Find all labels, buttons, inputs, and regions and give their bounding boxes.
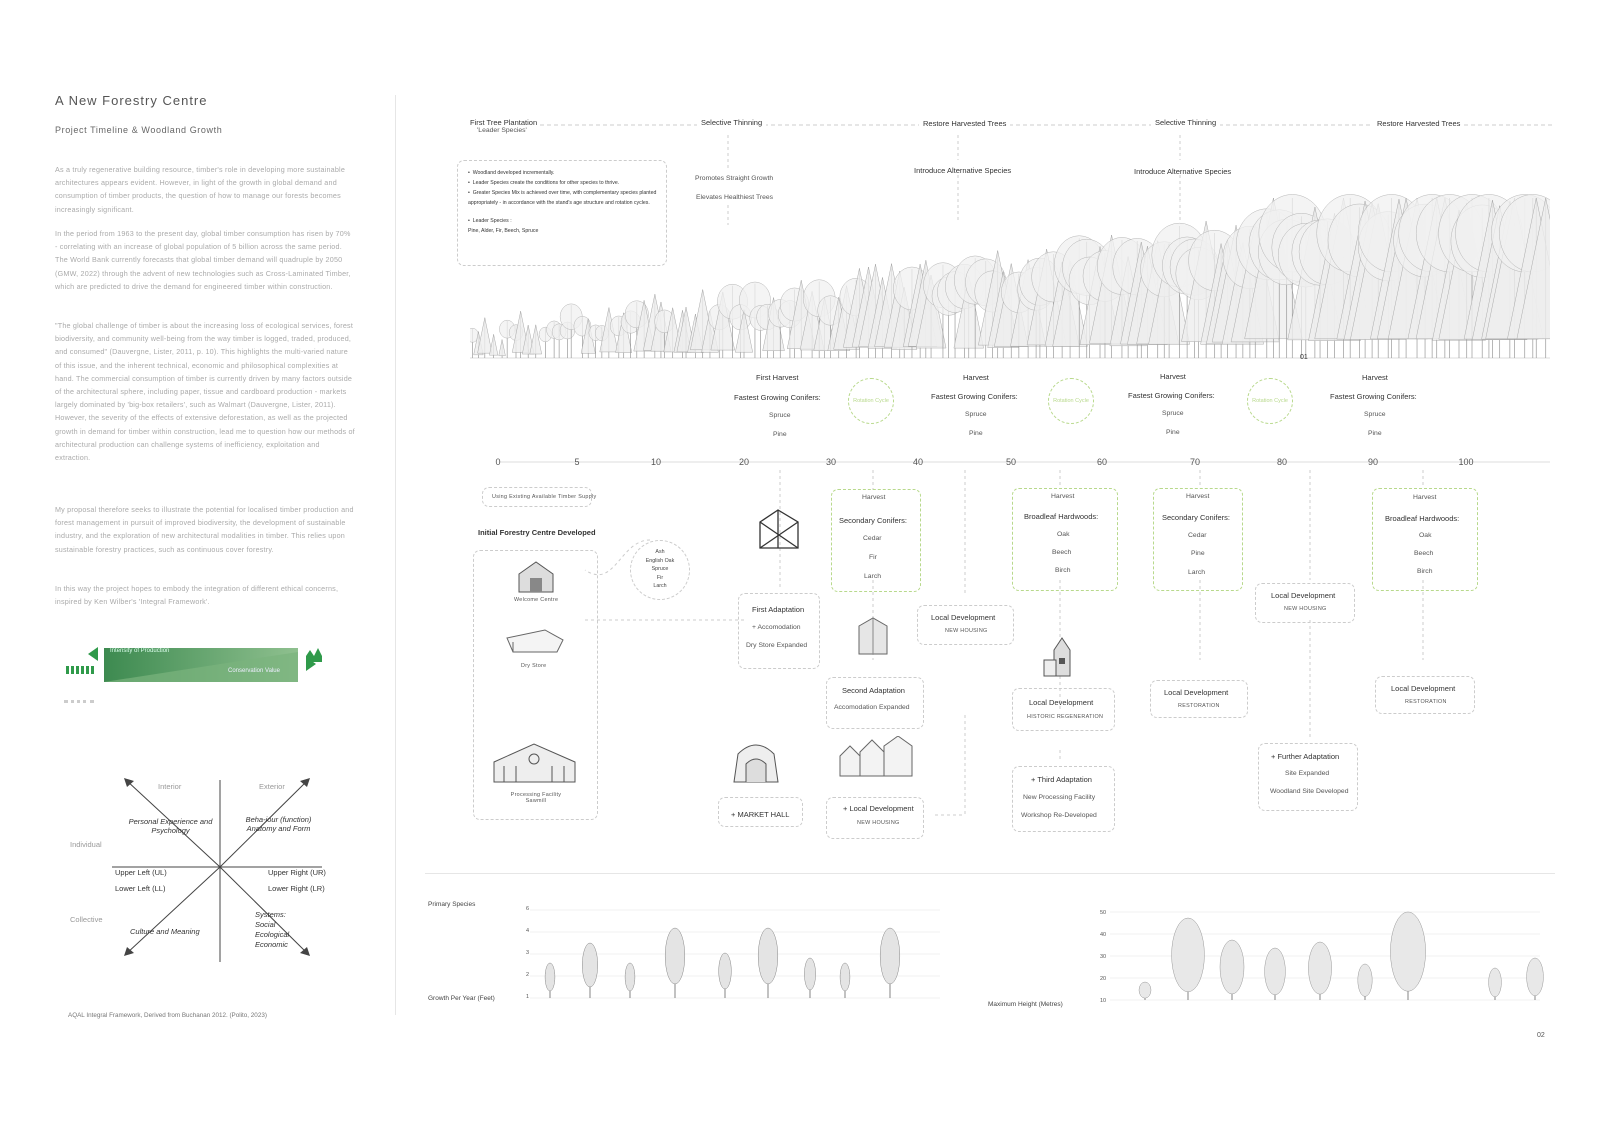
local-dev-40: Local Development — [931, 613, 996, 622]
h70-item-1: Cedar — [1188, 532, 1207, 539]
axis-tick: 70 — [1189, 457, 1200, 467]
species-growth-mark — [880, 928, 900, 998]
forest-illustration — [470, 190, 1550, 360]
quadrant-ur: Upper Right (UR) — [268, 868, 326, 877]
local-dev-80: Local Development — [1271, 591, 1336, 600]
third-adaptation-title: + Third Adaptation — [1031, 775, 1092, 784]
marker-01: 01 — [1300, 354, 1308, 361]
stage-5: Restore Harvested Trees — [1373, 119, 1464, 128]
local-dev-80-sub: NEW HOUSING — [1284, 606, 1327, 612]
harvest-3-b: Pine — [1166, 429, 1180, 436]
local-dev-55-box — [1012, 688, 1115, 731]
bar-label-bottom: Conservation Value — [228, 668, 280, 674]
second-adaptation-box — [826, 677, 924, 729]
chart-tick: 1 — [526, 994, 530, 1000]
plus-local-sub: NEW HOUSING — [857, 820, 900, 826]
harvest-3-sub: Fastest Growing Conifers: — [1128, 391, 1215, 400]
quadrant-ul: Upper Left (UL) — [115, 868, 167, 877]
species-growth-mark — [665, 928, 685, 998]
harvest-3-title: Harvest — [1160, 372, 1186, 381]
species-height-mark — [1527, 958, 1544, 1000]
species-height-mark — [1489, 968, 1502, 1000]
stage-2: Selective Thinning — [697, 118, 766, 127]
quadrant-individual: Individual — [70, 840, 102, 849]
harvest-2-a: Spruce — [965, 411, 987, 418]
harvest-2-sub: Fastest Growing Conifers: — [931, 392, 1018, 401]
primary-species-title: Primary Species — [428, 901, 476, 908]
local-dev-95-sub: RESTORATION — [1405, 699, 1447, 705]
harvest-2-b: Pine — [969, 430, 983, 437]
intensity-bar — [62, 646, 332, 696]
market-hall: + MARKET HALL — [731, 810, 790, 819]
housing-icon — [838, 736, 920, 778]
local-dev-55: Local Development — [1029, 698, 1094, 707]
quadrant-lr: Lower Right (LR) — [268, 884, 325, 893]
structure-frame-icon — [754, 508, 804, 552]
h95-sub: Broadleaf Hardwoods: — [1385, 514, 1460, 523]
note-bullet-4: • Leader Species : — [468, 218, 512, 224]
h55-title: Harvest — [1051, 493, 1075, 500]
thin-note-1: Promotes Straight Growth — [695, 175, 774, 182]
quadrant-interior: Interior — [158, 782, 182, 791]
species-height-mark — [1139, 982, 1151, 1000]
rotation-cycle-3: Rotation Cycle — [1247, 378, 1293, 424]
sawmill-icon — [492, 742, 577, 784]
building-welcome: Welcome Centre — [514, 597, 559, 603]
first-adaptation-title: First Adaptation — [752, 605, 805, 614]
h30-sub: Secondary Conifers: — [839, 516, 907, 525]
h30-item-2: Fir — [869, 554, 877, 561]
h70-item-2: Pine — [1191, 550, 1205, 557]
third-adaptation-b: Workshop Re-Developed — [1021, 812, 1097, 819]
legend-lines — [64, 700, 94, 703]
harvest-4-b: Pine — [1368, 430, 1382, 437]
tower-icon — [855, 616, 895, 656]
quadrant-ll: Lower Left (LL) — [115, 884, 166, 893]
rotation-cycle-2: Rotation Cycle — [1048, 378, 1094, 424]
introduce-2: Introduce Alternative Species — [1134, 167, 1232, 176]
chart-tick: 30 — [1100, 954, 1107, 960]
harvest-4-sub: Fastest Growing Conifers: — [1330, 392, 1417, 401]
axis-tick: 80 — [1276, 457, 1287, 467]
species-growth-mark — [758, 928, 778, 998]
axis-tick: 40 — [912, 457, 923, 467]
harvest-1-sub: Fastest Growing Conifers: — [734, 393, 821, 402]
tree — [499, 340, 506, 358]
paragraph-4: My proposal therefore seeks to illustrate the potential for localised timber production and forest management in pursuit of improved biodiversity, the development of sustainable industry, and the exploration of new architectural modalities in timber. This relies upon sustainable forestry practices, such as continuous cover forestry. — [55, 505, 354, 554]
dry-store-icon — [505, 628, 565, 654]
paragraph-2: In the period from 1963 to the present day, global timber consumption has risen by 70% - correlating with an increase of global population of 5 billion across the same period. The World Bank currently forecasts that global timber demand will quadruple by 2050 (GMW, 2022) through the advent of new technologies such as Cross-Laminated Timber, which are predicted to drive the demand for engineered timber within construction. — [55, 229, 351, 291]
paragraph-1: As a truly regenerative building resource, timber's role in developing more sustainable architectures appears evident. However, in light of the growth in global demand and consumption of timber products, the question of how to manage our forests becomes increasingly significant. — [55, 165, 346, 214]
axis-tick: 10 — [650, 457, 661, 467]
h55-item-1: Oak — [1057, 531, 1070, 538]
note-species: Pine, Alder, Fir, Beech, Spruce — [468, 228, 539, 234]
h30-item-3: Larch — [864, 573, 882, 580]
note-bullet-2: • Leader Species create the conditions for other species to thrive. — [468, 180, 620, 186]
first-adaptation-b: Dry Store Expanded — [746, 642, 808, 649]
plus-local: + Local Development — [843, 804, 914, 813]
stage-1-sub: 'Leader Species' — [477, 127, 527, 134]
h30-item-1: Cedar — [863, 535, 882, 542]
welcome-centre-icon — [516, 560, 556, 594]
note-bullet-3: • Greater Species Mix is achieved over time, with complementary species planted appropriately - in accordance with the stand's age structure and rotation cycles. — [468, 190, 657, 206]
h95-title: Harvest — [1413, 494, 1437, 501]
chart-tick: 40 — [1100, 932, 1107, 938]
axis-tick: 50 — [1005, 457, 1016, 467]
local-dev-70: Local Development — [1164, 688, 1229, 697]
h70-sub: Secondary Conifers: — [1162, 513, 1230, 522]
species-growth-mark — [719, 953, 732, 998]
page-title: A New Forestry Centre — [55, 93, 208, 108]
introduce-1: Introduce Alternative Species — [914, 166, 1012, 175]
harvest-55-box — [1012, 488, 1118, 591]
local-dev-95-box — [1375, 676, 1475, 714]
second-adaptation-title: Second Adaptation — [842, 686, 905, 695]
harvest-2-title: Harvest — [963, 373, 989, 382]
chart-tick: 10 — [1100, 998, 1107, 1004]
species-growth-mark — [804, 958, 815, 998]
axis-tick: 0 — [495, 457, 501, 467]
paragraph-5: In this way the project hopes to embody the integration of different ethical concerns, inspired by Ken Wilber's 'Integral Framework'. — [55, 584, 339, 607]
h95-item-2: Beech — [1414, 550, 1434, 557]
chart-divider — [425, 873, 1555, 874]
right-chart-ylabel: Maximum Height (Metres) — [988, 1001, 1063, 1008]
thin-note-2: Elevates Healthiest Trees — [696, 194, 774, 201]
local-dev-40-box — [917, 605, 1014, 645]
h70-item-3: Larch — [1188, 569, 1206, 576]
market-hall-icon — [728, 740, 784, 784]
axis-tick: 60 — [1096, 457, 1107, 467]
page-subtitle: Project Timeline & Woodland Growth — [55, 125, 223, 135]
species-growth-mark — [840, 963, 850, 998]
axis-tick: 100 — [1458, 457, 1474, 467]
species-height-mark — [1308, 942, 1331, 1000]
harvest-1-b: Pine — [773, 431, 787, 438]
axis-tick: 90 — [1367, 457, 1378, 467]
chart-tick: 4 — [526, 928, 530, 934]
h70-title: Harvest — [1186, 493, 1210, 500]
harvest-1-title: First Harvest — [756, 373, 799, 382]
h55-sub: Broadleaf Hardwoods: — [1024, 512, 1099, 521]
h55-item-2: Beech — [1052, 549, 1072, 556]
h95-item-1: Oak — [1419, 532, 1432, 539]
quadrant-caption: AQAL Integral Framework, Derived from Buchanan 2012. (Polito, 2023) — [68, 1012, 267, 1019]
species-growth-mark — [625, 963, 635, 998]
local-dev-80-box — [1255, 583, 1355, 623]
building-sawmill: Processing Facility Sawmill — [510, 792, 562, 804]
species-height-mark — [1265, 948, 1286, 1000]
chart-tick: 50 — [1100, 910, 1107, 916]
species-height-mark — [1390, 912, 1425, 1000]
column-divider — [395, 95, 396, 1015]
second-adaptation-a: Accomodation Expanded — [834, 704, 910, 711]
local-dev-55-sub: HISTORIC REGENERATION — [1027, 714, 1104, 720]
chart-tick: 3 — [526, 950, 530, 956]
chart-tick: 6 — [526, 906, 530, 912]
chart-tick: 20 — [1100, 976, 1107, 982]
species-height-mark — [1358, 964, 1372, 1000]
harvest-4-a: Spruce — [1364, 411, 1386, 418]
stage-4: Selective Thinning — [1151, 118, 1220, 127]
page-number: 02 — [1537, 1032, 1545, 1039]
rotation-cycle-1: Rotation Cycle — [848, 378, 894, 424]
axis-tick: 5 — [574, 457, 580, 467]
left-chart-ylabel: Growth Per Year (Feet) — [428, 995, 495, 1002]
species-growth-mark — [545, 963, 555, 998]
harvest-1-a: Spruce — [769, 412, 791, 419]
h55-item-3: Birch — [1055, 567, 1071, 574]
church-icon — [1040, 636, 1082, 678]
harvest-4-title: Harvest — [1362, 373, 1388, 382]
stage-1: First Tree Plantation — [470, 118, 538, 127]
harvest-95-box — [1372, 488, 1478, 591]
species-charts — [520, 900, 1550, 1020]
axis-tick: 30 — [825, 457, 836, 467]
quadrant-ul-text: Personal Experience and Psychology — [128, 817, 213, 835]
further-adaptation-a: Site Expanded — [1285, 770, 1330, 777]
species-list: Ash English Oak Spruce Fir Larch — [645, 549, 675, 589]
building-dry-store: Dry Store — [521, 663, 547, 669]
initial-centre: Initial Forestry Centre Developed — [478, 528, 596, 537]
species-height-mark — [1220, 940, 1244, 1000]
quadrant-lr-text: Systems: Social Ecological Economic — [255, 910, 290, 949]
species-height-mark — [1172, 918, 1205, 1000]
species-growth-mark — [582, 943, 597, 998]
bar-label-top: Intensity of Production — [110, 648, 170, 654]
third-adaptation-a: New Processing Facility — [1023, 794, 1096, 801]
paragraph-3: "The global challenge of timber is about the increasing loss of ecological services, forest biodiversity, and community well-being from the way timber is logged, traded, produced, and consumed" (Dauvergne, Lister, 2011, p. 10). This highlights the multi-varied nature of this issue, and the inherent technical, economic and philosophical complexities at hand. The commercial consumption of timber is currently driven by many factors outside of the architectural sphere, including paper, tissue and cardboard production - markets largely dominated by 'big-box retailers', such as Walmart (Dauvergne, Lister, 2011). However, the severity of the effects of extensive deforestation, as well as the projected growth in demand for timber within construction, lead me to question how our methods of architectural production can challenge systems of inefficiency, exploitation and extraction. — [55, 321, 355, 463]
further-adaptation-title: + Further Adaptation — [1271, 752, 1340, 761]
existing-supply: Using Existing Available Timber Supply — [492, 494, 597, 500]
further-adaptation-b: Woodland Site Developed — [1270, 788, 1349, 795]
local-dev-95: Local Development — [1391, 684, 1456, 693]
local-dev-70-sub: RESTORATION — [1178, 703, 1220, 709]
h30-title: Harvest — [862, 494, 886, 501]
axis-tick: 20 — [738, 457, 749, 467]
h95-item-3: Birch — [1417, 568, 1433, 575]
local-dev-40-sub: NEW HOUSING — [945, 628, 988, 634]
chart-tick: 2 — [526, 972, 530, 978]
first-adaptation-a: + Accomodation — [752, 624, 801, 631]
stage-3: Restore Harvested Trees — [919, 119, 1010, 128]
harvest-3-a: Spruce — [1162, 410, 1184, 417]
note-bullet-1: • Woodland developed incrementally. — [468, 170, 555, 176]
quadrant-ur-text: Beha-iour (function) Anatomy and Form — [245, 815, 312, 833]
quadrant-ll-text: Culture and Meaning — [130, 927, 200, 936]
local-dev-70-box — [1150, 680, 1248, 718]
quadrant-collective: Collective — [70, 915, 103, 924]
quadrant-exterior: Exterior — [259, 782, 285, 791]
